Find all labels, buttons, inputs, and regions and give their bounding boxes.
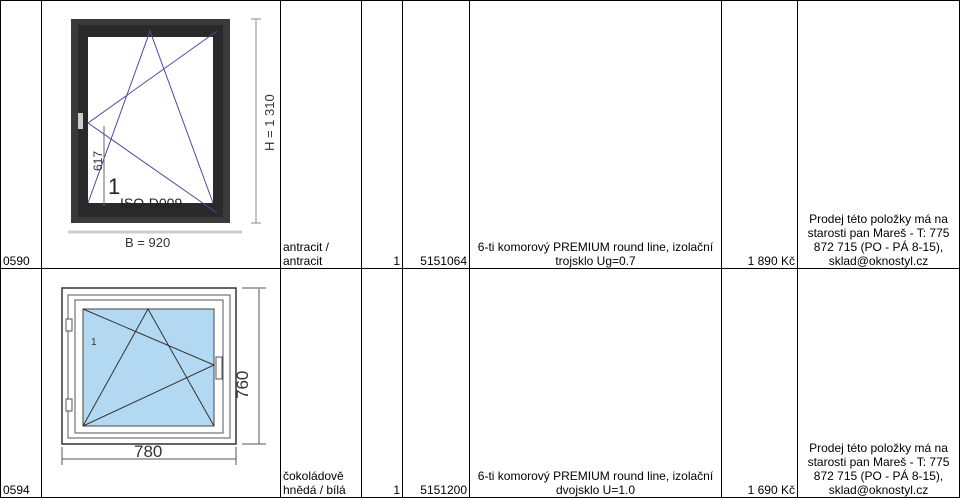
color-cell: antracit / antracit xyxy=(281,1,362,269)
description-cell: 6-ti komorový PREMIUM round line, izolační dvojsklo U=1.0 xyxy=(470,269,722,498)
window-drawing-anthracite xyxy=(42,1,281,269)
table-row xyxy=(1,269,960,498)
height-dimension-label: 760 xyxy=(233,370,252,399)
sash-number-label: 1 xyxy=(108,174,121,199)
description-cell: 6-ti komorový PREMIUM round line, izolační trojsklo Ug=0.7 xyxy=(470,1,722,269)
color-cell: čokoládově hnědá / bílá xyxy=(281,269,362,498)
code-cell: 5151200 xyxy=(403,269,470,498)
item-number: 0594 xyxy=(1,269,42,498)
code-cell: 5151064 xyxy=(403,1,470,269)
window-drawing-cell xyxy=(42,269,281,498)
item-number: 0590 xyxy=(1,1,42,269)
contact-note-cell: Prodej této položky má na starosti pan Mareš - T: 775 872 715 (PO - PÁ 8-15), sklad@oknostyl.cz xyxy=(798,1,960,269)
price-cell: 1 690 Kč xyxy=(722,269,798,498)
handle-height-label: 617 xyxy=(91,150,105,171)
contact-note-cell: Prodej této položky má na starosti pan Mareš - T: 775 872 715 (PO - PÁ 8-15), sklad@oknostyl.cz xyxy=(798,269,960,498)
quantity-cell: 1 xyxy=(362,1,403,269)
quantity-cell: 1 xyxy=(362,269,403,498)
window-drawing-white xyxy=(42,269,281,498)
height-dimension-label: H = 1 310 xyxy=(262,94,277,151)
sash-number-label: 1 xyxy=(91,337,97,348)
width-dimension-label: 780 xyxy=(134,442,163,461)
width-dimension-label: B = 920 xyxy=(125,235,171,250)
price-cell: 1 890 Kč xyxy=(722,1,798,269)
table-row xyxy=(1,1,960,269)
window-drawing-cell xyxy=(42,1,281,269)
model-label: ISO-D009 xyxy=(120,195,183,211)
